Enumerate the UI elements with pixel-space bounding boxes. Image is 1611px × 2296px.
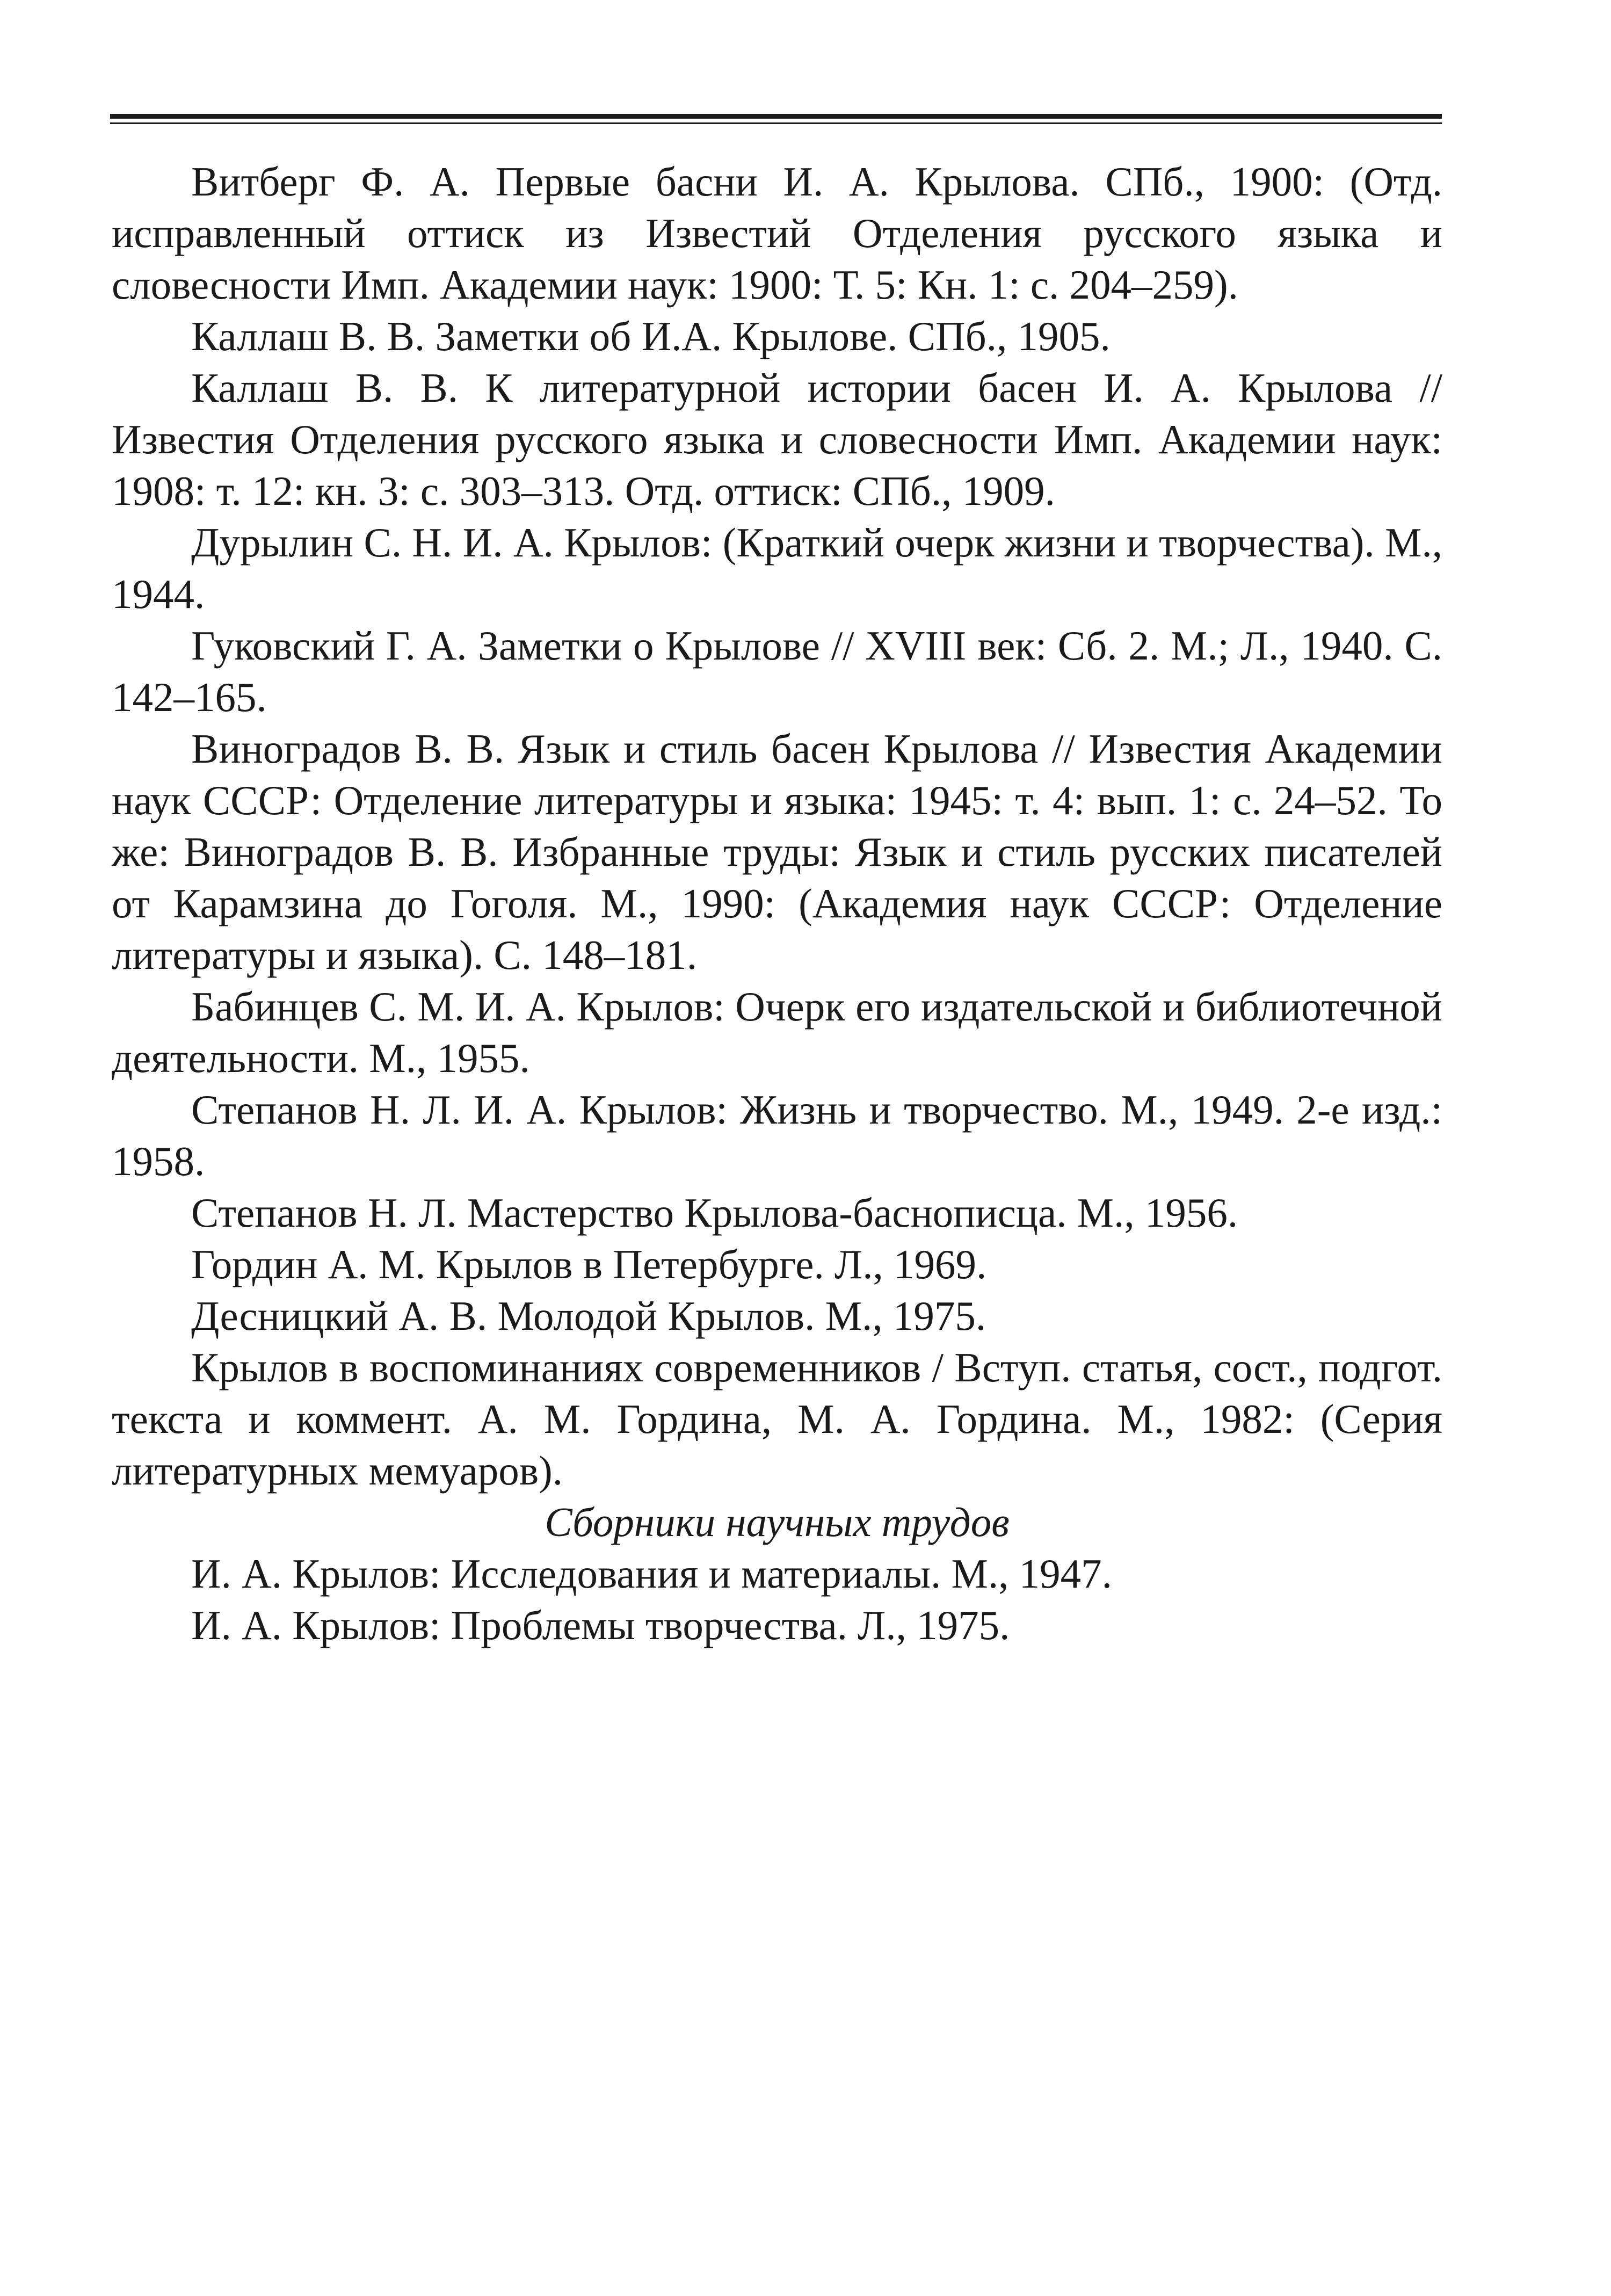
bibliography-entry: Каллаш В. В. Заметки об И.А. Крылове. СПб., 1905. [191, 313, 1111, 359]
section-heading: Сборники научных трудов [545, 1499, 1010, 1545]
bibliography-entry: Бабинцев С. М. И. А. Крылов: Очерк его издательской и библиотечной деятельности. М., 1955. [112, 983, 1442, 1081]
bibliography-entry: Дурылин С. Н. И. А. Крылов: (Краткий очерк жизни и творчества). М., 1944. [112, 519, 1442, 617]
collection-entry: И. А. Крылов: Проблемы творчества. Л., 1975. [191, 1602, 1010, 1648]
bibliography-entry: Каллаш В. В. К литературной истории басен И. А. Крылова // Известия Отделения русского языка и словесности Имп. Академии наук: 1908: т. 12: кн. 3: с. 303–313. Отд. оттиск: СПб., 1909. [112, 365, 1442, 514]
bibliography-body [112, 156, 1442, 1651]
collection-entry: И. А. Крылов: Исследования и материалы. М., 1947. [191, 1551, 1112, 1597]
bibliography-entry: Виноградов В. В. Язык и стиль басен Крылова // Известия Академии наук СССР: Отделение литературы и языка: 1945: т. 4: вып. 1: с. 24–52. То же: Виноградов В. В. Избранные труды: Язык и стиль русских писателей от Карамзина до Гоголя. М., 1990: (Академия наук СССР: Отделение литературы и языка). С. 148–181. [112, 726, 1442, 978]
top-rule-thick [110, 114, 1442, 119]
bibliography-entry: Гордин А. М. Крылов в Петербурге. Л., 1969. [191, 1241, 987, 1287]
bibliography-entry: Степанов Н. Л. И. А. Крылов: Жизнь и творчество. М., 1949. 2-е изд.: 1958. [112, 1087, 1442, 1184]
top-rule-thin [110, 122, 1442, 124]
bibliography-entry: Витберг Ф. А. Первые басни И. А. Крылова. СПб., 1900: (Отд. исправленный оттиск из Известий Отделения русского языка и словесности Имп. Академии наук: 1900: Т. 5: Кн. 1: с. 204–259). [112, 158, 1442, 308]
bibliography-entry: Гуковский Г. А. Заметки о Крылове // XVIII век: Сб. 2. М.; Л., 1940. С. 142–165. [112, 622, 1442, 720]
bibliography-entry: Крылов в воспоминаниях современников / Вступ. статья, сост., подгот. текста и коммент. А. М. Гордина, М. А. Гордина. М., 1982: (Серия литературных мемуаров). [112, 1344, 1442, 1494]
bibliography-entry: Степанов Н. Л. Мастерство Крылова-баснописца. М., 1956. [191, 1190, 1238, 1236]
bibliography-entry: Десницкий А. В. Молодой Крылов. М., 1975. [191, 1293, 986, 1339]
